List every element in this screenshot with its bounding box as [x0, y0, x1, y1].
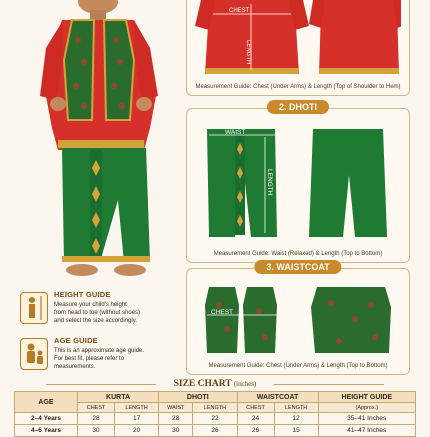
waistcoat-measurement-guide: Measurement Guide: Chest (Under Arms) & Length (Top to Bottom) [208, 363, 388, 369]
header-dhoti: DHOTI [159, 392, 237, 403]
header-waistcoat: WAISTCOAT [237, 392, 318, 403]
dhoti-waist-label: WAIST [225, 129, 246, 136]
height-guide-text: Measure your child's height from head to toe (without shoes) and select the size accordingly. [54, 302, 141, 324]
header-kurta: KURTA [78, 392, 159, 403]
dhoti-section-title: 2. DHOTI [267, 100, 329, 114]
dhoti-measurement-guide: Measurement Guide: Waist (Relaxed) & Length (Top to Bottom) [213, 251, 383, 257]
kurta-chest-label: CHEST [229, 8, 250, 14]
header-height: HEIGHT GUIDE [318, 392, 415, 403]
table-row: 2–4 Years 28 17 28 22 24 12 35–41 Inches [15, 413, 416, 425]
age-guide-title: AGE GUIDE [54, 336, 98, 345]
height-measure-icon [20, 292, 48, 324]
guides-section [16, 288, 181, 380]
dhoti-length-label: LENGTH [266, 169, 273, 196]
model-child-figure [0, 0, 180, 282]
header-dhoti-length: LENGTH [193, 403, 237, 413]
kurta-measurement-panel [186, 0, 410, 96]
kurta-measurement-guide: Measurement Guide: Chest (Under Arms) & Length (Top of Shoulder to Hem) [195, 84, 401, 90]
waistcoat-measurement-panel [186, 262, 410, 375]
kurta-length-label: LENGTH [245, 40, 251, 65]
waistcoat-chest-label: CHEST [211, 309, 234, 316]
header-waistcoat-chest: CHEST [237, 403, 274, 413]
size-chart-title: SIZE CHART (inches) [173, 379, 257, 389]
dhoti-measurement-panel [186, 102, 410, 263]
header-age: AGE [15, 392, 78, 413]
kurta-diagram [195, 0, 401, 78]
header-kurta-chest: CHEST [78, 403, 115, 413]
header-waistcoat-length: LENGTH [274, 403, 318, 413]
header-height-approx: (Approx.) [318, 403, 415, 413]
header-kurta-length: LENGTH [115, 403, 159, 413]
size-chart-table [14, 391, 416, 437]
table-row: 4–6 Years 30 20 30 26 26 15 41–47 Inches [15, 425, 416, 437]
waistcoat-diagram [205, 285, 395, 357]
dhoti-diagram [205, 125, 395, 247]
age-guide-text: This is an approximate age guide. For best fit, please refer to measurements. [54, 348, 145, 370]
height-guide-title: HEIGHT GUIDE [54, 290, 111, 299]
waistcoat-section-title: 3. WAISTCOAT [254, 260, 341, 274]
age-child-icon [20, 338, 48, 370]
header-dhoti-waist: WAIST [159, 403, 193, 413]
